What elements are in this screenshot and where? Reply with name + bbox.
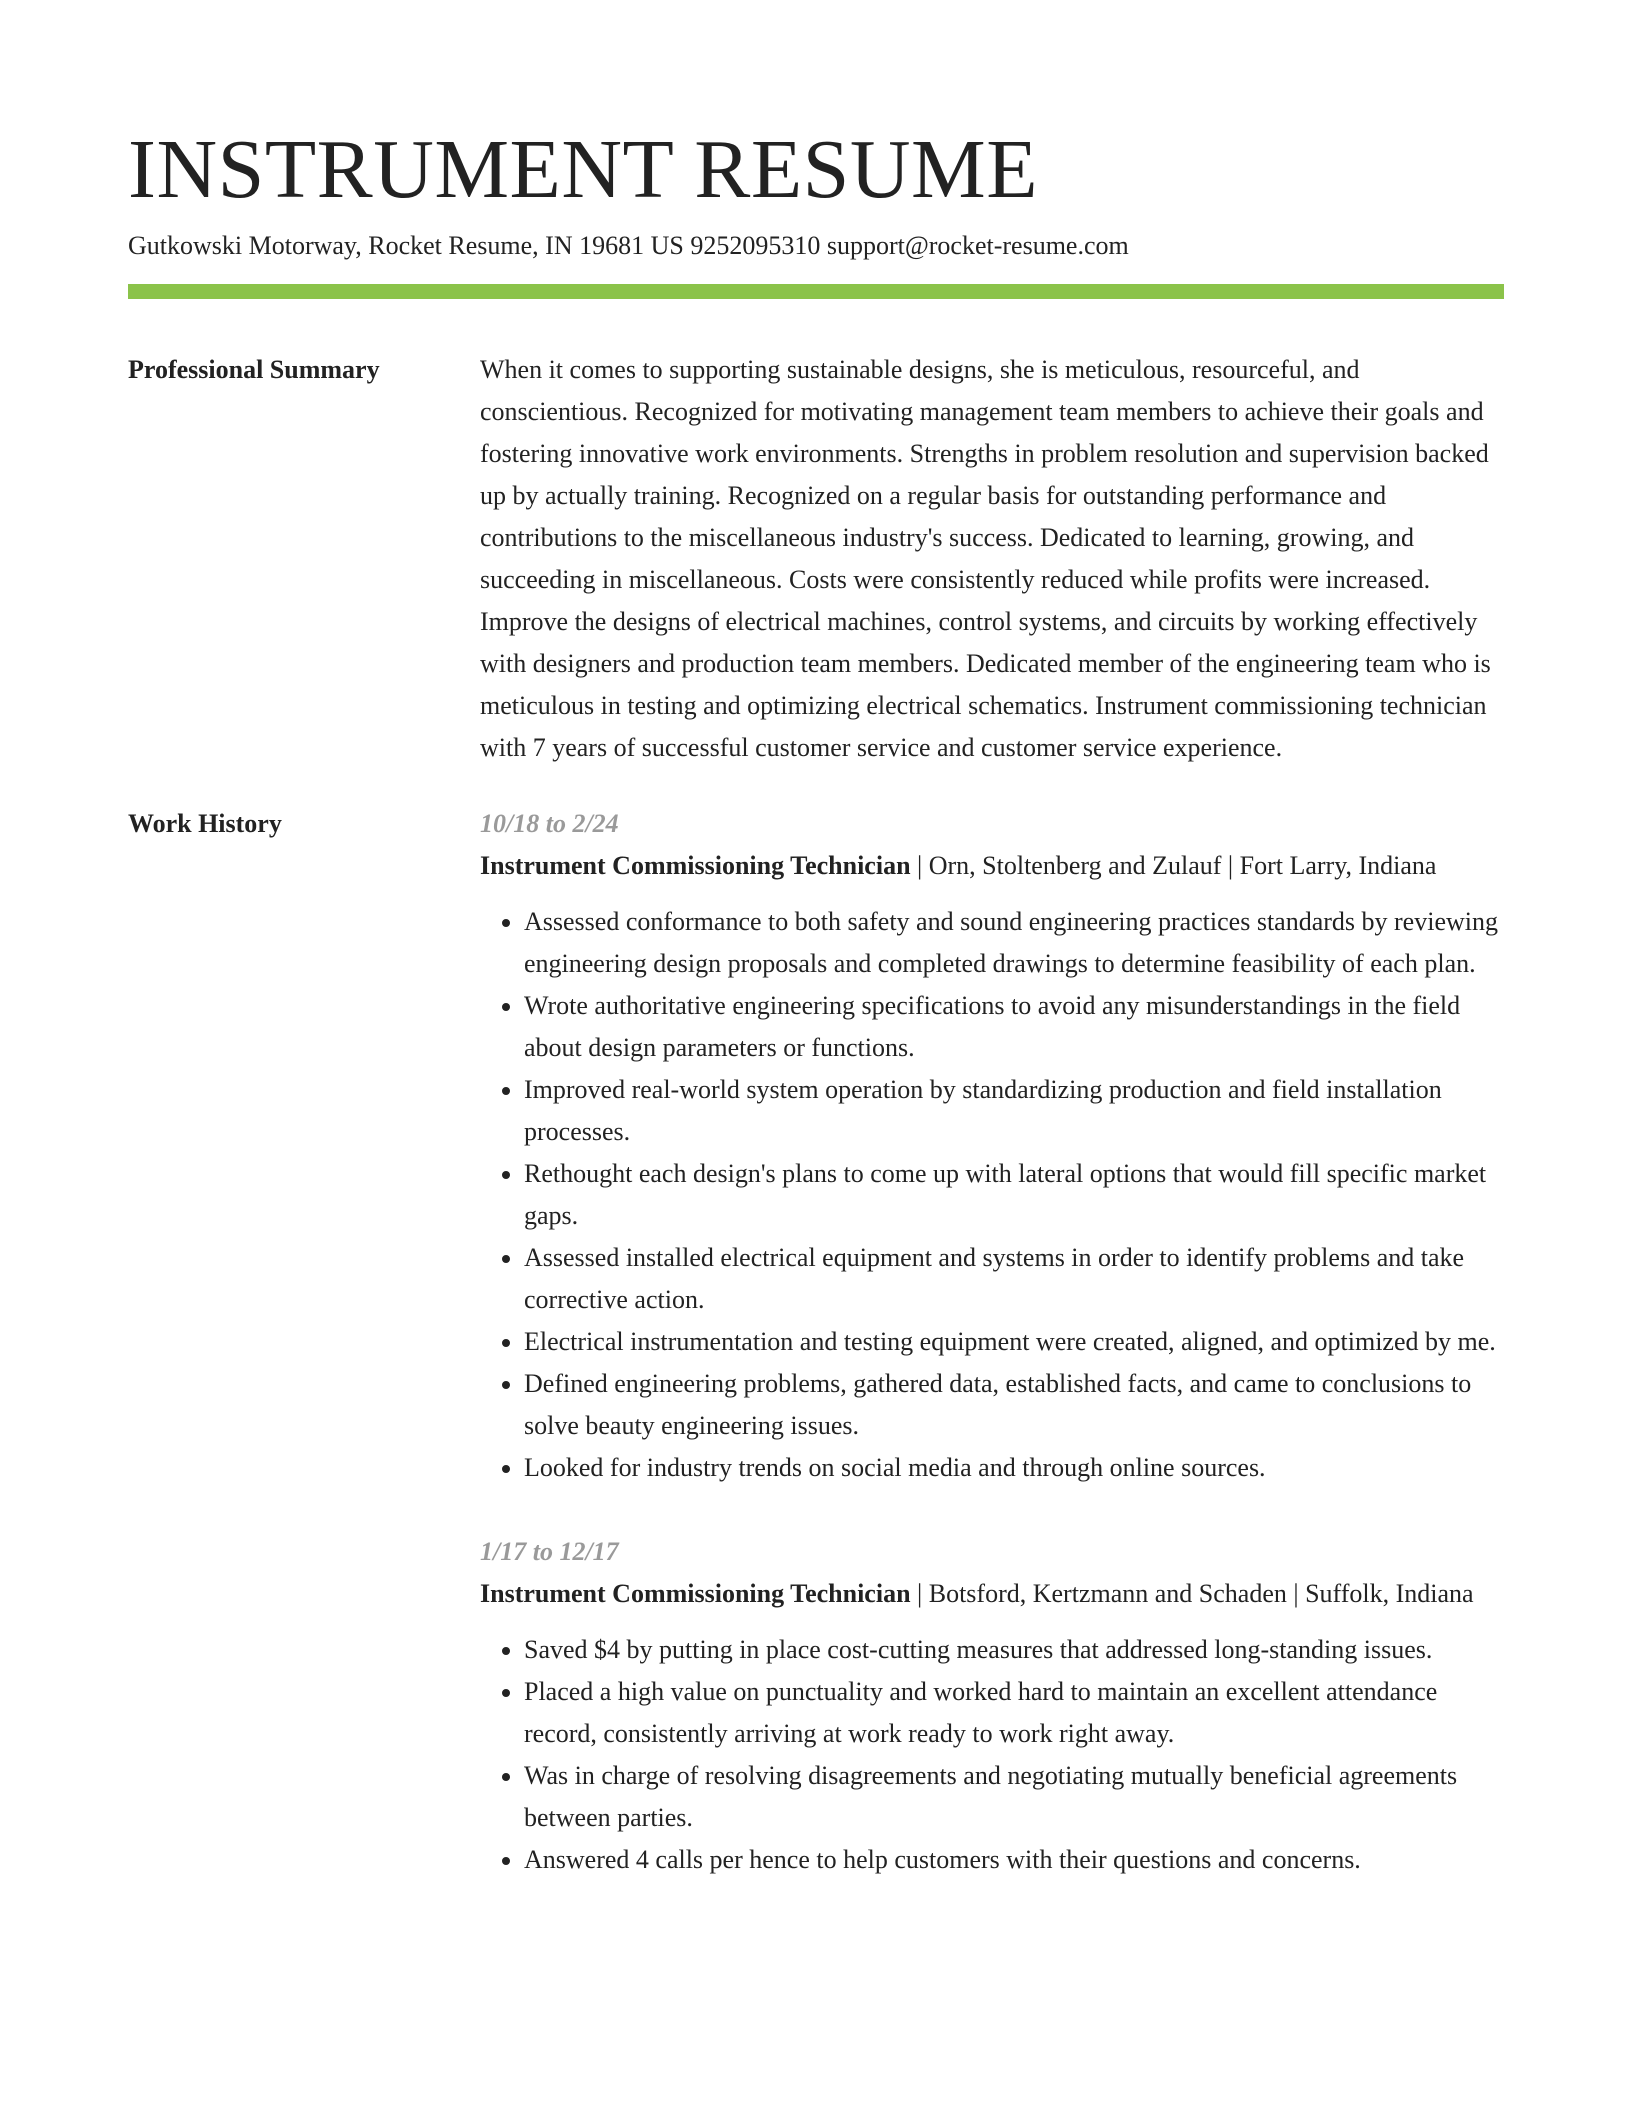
work-history-section — [128, 803, 1504, 1881]
resume-page — [128, 120, 1504, 1881]
job-details: | Botsford, Kertzmann and Schaden | Suffolk, Indiana — [910, 1579, 1474, 1608]
list-item: • Placed a high value on punctuality and worked hard to maintain an excellent attendance record, consistently arriving at work ready to work right away. — [524, 1671, 1504, 1755]
job-dates: 10/18 to 2/24 — [480, 809, 619, 838]
contact-line — [128, 228, 1504, 264]
list-item: • Assessed installed electrical equipment and systems in order to identify problems and take corrective action. — [524, 1237, 1504, 1321]
section-title-summary: Professional Summary — [128, 355, 380, 384]
work-history-body — [480, 803, 1504, 1881]
contact-address: Gutkowski Motorway, Rocket Resume, IN 19681 US — [128, 231, 684, 260]
professional-summary-section — [128, 349, 1504, 769]
header-divider — [128, 284, 1504, 299]
list-item: • Looked for industry trends on social media and through online sources. — [524, 1447, 1504, 1489]
list-item: • Answered 4 calls per hence to help customers with their questions and concerns. — [524, 1839, 1504, 1881]
job-entry — [480, 1531, 1504, 1881]
job-role: Instrument Commissioning Technician — [480, 851, 911, 880]
resume-name: INSTRUMENT RESUME — [128, 123, 1039, 216]
list-item: • Improved real-world system operation by standardizing production and field installation processes. — [524, 1069, 1504, 1153]
summary-text: When it comes to supporting sustainable designs, she is meticulous, resourceful, and conscientious. Recognized for motivating management team members to achieve their goals and fostering innovative work environments. Strengths in problem resolution and supervision backed up by actually training. Recognized on a regular basis for outstanding performance and contributions to the miscellaneous industry's success. Dedicated to learning, growing, and succeeding in miscellaneous. Costs were consistently reduced while profits were increased. Improve the designs of electrical machines, control systems, and circuits by working effectively with designers and production team members. Dedicated member of the engineering team who is meticulous in testing and optimizing electrical schematics. Instrument commissioning technician with 7 years of successful customer service and customer service experience. — [480, 355, 1491, 762]
contact-email: support@rocket-resume.com — [826, 231, 1129, 260]
job-dates: 1/17 to 12/17 — [480, 1537, 619, 1566]
list-item: • Saved $4 by putting in place cost-cutting measures that addressed long-standing issues. — [524, 1629, 1504, 1671]
job-role: Instrument Commissioning Technician — [480, 1579, 911, 1608]
list-item: • Wrote authoritative engineering specifications to avoid any misunderstandings in the field about design parameters or functions. — [524, 985, 1504, 1069]
job-bullets — [480, 1629, 1504, 1881]
list-item: • Rethought each design's plans to come up with lateral options that would fill specific market gaps. — [524, 1153, 1504, 1237]
job-title-line — [480, 1573, 1504, 1615]
section-title-work: Work History — [128, 809, 282, 838]
job-bullets — [480, 901, 1504, 1489]
list-item: • Assessed conformance to both safety and sound engineering practices standards by reviewing engineering design proposals and completed drawings to determine feasibility of each plan. — [524, 901, 1504, 985]
list-item: • Was in charge of resolving disagreements and negotiating mutually beneficial agreements between parties. — [524, 1755, 1504, 1839]
contact-phone: 9252095310 — [690, 231, 821, 260]
list-item: • Electrical instrumentation and testing equipment were created, aligned, and optimized by me. — [524, 1321, 1504, 1363]
job-details: | Orn, Stoltenberg and Zulauf | Fort Larry, Indiana — [910, 851, 1437, 880]
job-title-line — [480, 845, 1504, 887]
list-item: • Defined engineering problems, gathered data, established facts, and came to conclusions to solve beauty engineering issues. — [524, 1363, 1504, 1447]
job-entry — [480, 803, 1504, 1489]
